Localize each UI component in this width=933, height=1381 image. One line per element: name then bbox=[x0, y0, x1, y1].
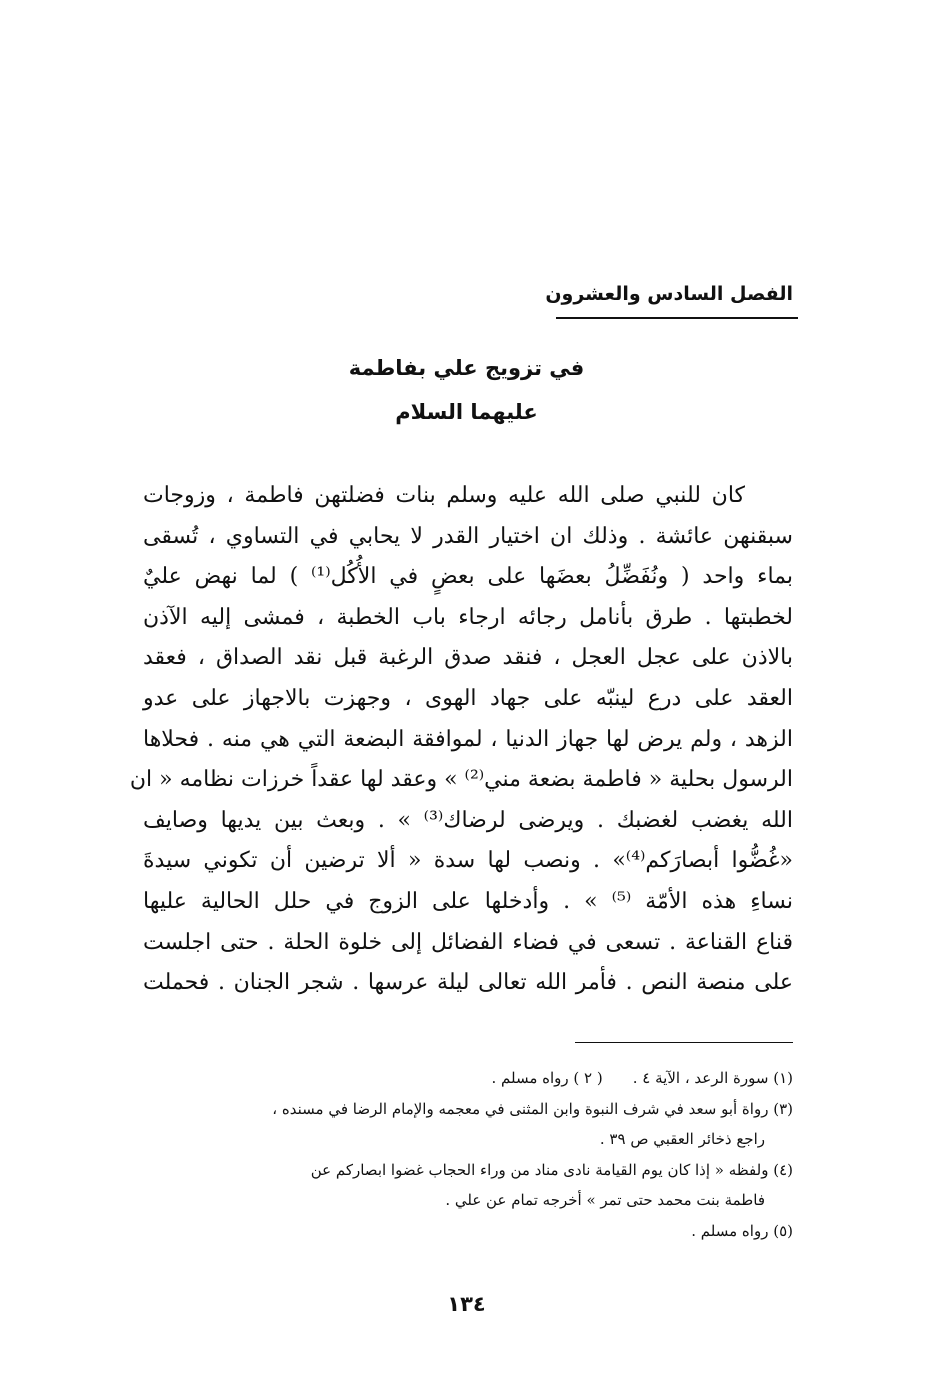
footnote-separator bbox=[575, 1042, 793, 1043]
footnote-3-continued: راجع ذخائر العقبي ص ٣٩ . bbox=[599, 1130, 765, 1148]
footnote-5: (٥) رواه مسلم . bbox=[691, 1221, 793, 1240]
chapter-heading-underline bbox=[556, 317, 798, 319]
section-title-line-2: عليهما السلام bbox=[395, 400, 538, 424]
body-line: على منصة النص . فأمر الله تعالى ليلة عرسها . شجر الجنان . فحملت bbox=[143, 970, 793, 996]
body-line: لخطبتها . طرق بأنامل رجائه ارجاء باب الخطبة ، فمشى إليه الآذن bbox=[143, 604, 793, 630]
footnote-row bbox=[133, 1063, 793, 1094]
body-line: «غُضُّوا أبصارَكم⁽⁴⁾» . ونصب لها سدة « ألا ترضين أن تكوني سيدةَ bbox=[143, 848, 793, 874]
body-paragraph bbox=[129, 476, 794, 1004]
body-line: الزهد ، ولم يرض لها جهاز الدنيا ، لموافقة البضعة التي هي منه . فحلاها bbox=[143, 726, 793, 752]
body-line: كان للنبي صلى الله عليه وسلم بنات فضلتهن فاطمة ، وزوجات bbox=[143, 483, 745, 508]
footnote-4: (٤) ولفظه « إذا كان يوم القيامة نادى مناد من وراء الحجاب غضوا ابصاركم عن bbox=[310, 1160, 793, 1179]
body-line: سبقنهن عائشة . وذلك ان اختيار القدر لا يحابي في التساوي ، تُسقى bbox=[143, 523, 793, 549]
body-line: قناع القناعة . تسعى في فضاء الفضائل إلى خلوة الحلة . حتى اجلست bbox=[143, 929, 793, 955]
body-line: الرسول بحلية « فاطمة بضعة مني⁽²⁾ » وعقد لها عقداً خرزات نظامه « ان bbox=[129, 767, 793, 793]
section-title-line-1: في تزويج علي بفاطمة bbox=[348, 356, 585, 380]
body-line: الله يغضب لغضبك . ويرضى لرضاك⁽³⁾ » . وبعث بين يديها وصايف bbox=[143, 807, 793, 833]
body-line: بماء واحد ( ونُفَضِّلُ بعضَها على بعضٍ في الأُكُل⁽¹⁾ ) لما نهض عليٌ bbox=[143, 564, 794, 590]
footnote-3: (٣) رواة أبو سعد في شرف النبوة وابن المثنى في معجمه والإمام الرضا في مسنده ، bbox=[272, 1099, 793, 1118]
footnote-1: (١) سورة الرعد ، الآية ٤ . bbox=[632, 1069, 793, 1087]
footnote-4-continued: فاطمة بنت محمد حتى تمر » أخرجه تمام عن علي . bbox=[445, 1191, 765, 1209]
footnote-2: ( ٢ ) رواه مسلم . bbox=[491, 1069, 603, 1087]
page-number: ١٣٤ bbox=[447, 1292, 486, 1316]
body-line: بالاذن على عجل العجل ، فنقد صدق الرغبة قبل نقد الصداق ، فعقد bbox=[143, 645, 793, 671]
chapter-heading: الفصل السادس والعشرون bbox=[545, 283, 793, 305]
body-line: نساءِ هذه الأمّة ⁽⁵⁾ » . وأدخلها على الزوج في حلل الحالية عليها bbox=[143, 888, 794, 914]
footnotes bbox=[133, 1063, 793, 1246]
body-line: العقد على درع لينبّه على جهاد الهوى ، وجهزت بالاجهاز على عدو bbox=[143, 685, 793, 711]
